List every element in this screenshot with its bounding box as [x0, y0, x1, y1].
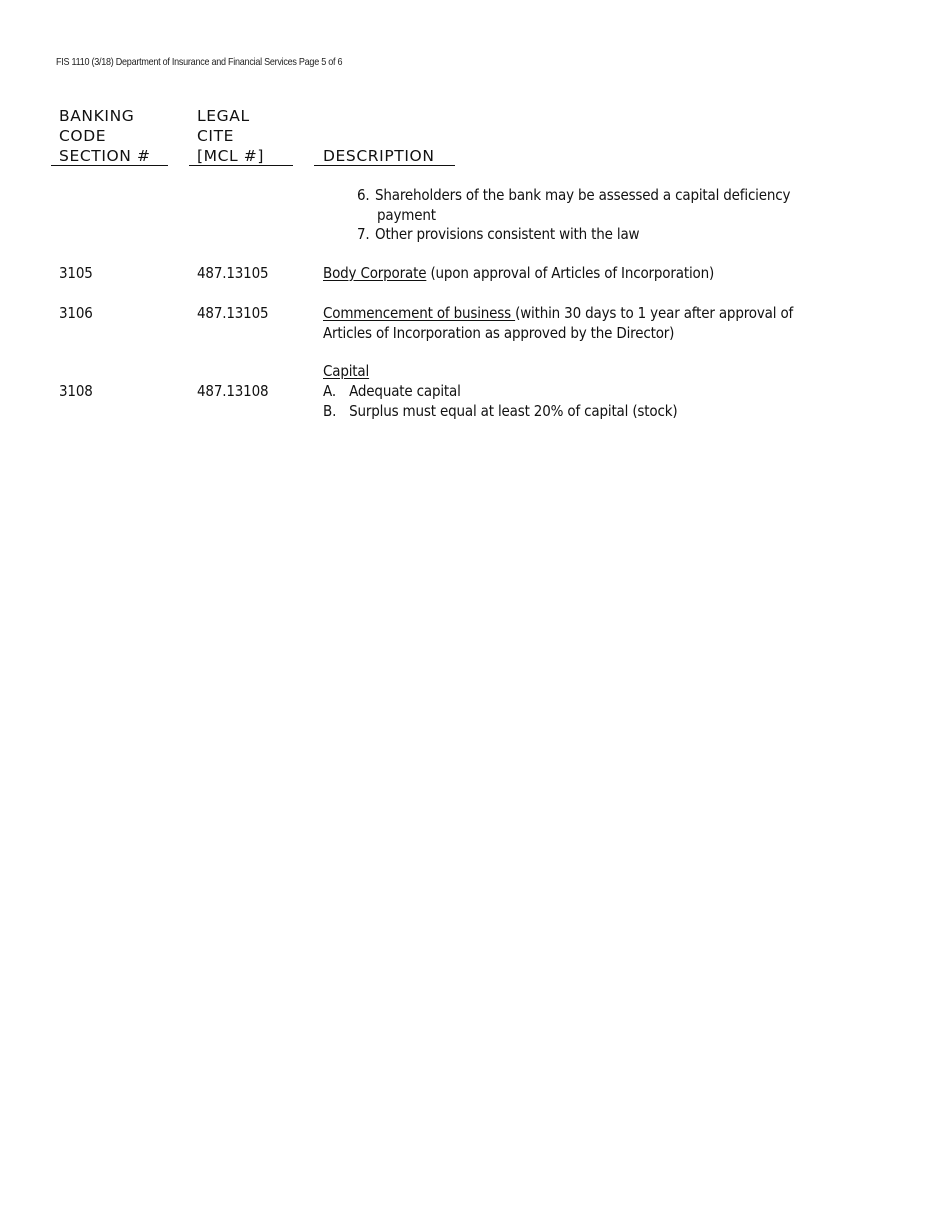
description-text: (upon approval of Articles of Incorporation)	[426, 264, 715, 282]
list-item	[323, 382, 461, 402]
description-title: Body Corporate	[323, 264, 427, 282]
section-number: 3105	[59, 264, 93, 282]
description	[323, 304, 793, 343]
list-item-number: 6.	[357, 186, 370, 204]
column-header-line: CODE	[59, 127, 107, 145]
list-item-number: 7.	[357, 225, 370, 243]
list-item-text: Other provisions consistent with the law	[375, 225, 640, 243]
list-item-label: A.	[323, 382, 336, 400]
legal-cite: 487.13105	[197, 264, 269, 282]
column-header-rule	[189, 165, 293, 166]
column-header-line: [MCL #]	[197, 147, 265, 165]
column-header-line: BANKING	[59, 107, 135, 125]
list-item	[357, 225, 639, 245]
list-item-continuation: payment	[377, 205, 436, 224]
description-title	[323, 362, 369, 382]
legal-cite: 487.13108	[197, 382, 269, 400]
column-header-legal-cite	[197, 106, 264, 166]
section-number: 3108	[59, 382, 93, 400]
column-header-line: SECTION #	[59, 147, 151, 165]
column-header-line: CITE	[197, 127, 235, 145]
legal-cite: 487.13105	[197, 304, 269, 322]
column-header-banking-code	[59, 106, 151, 166]
description	[323, 264, 714, 284]
form-header: FIS 1110 (3/18) Department of Insurance and Financial Services Page 5 of 6	[56, 56, 343, 68]
description-title-text: Capital	[323, 362, 370, 380]
description-title: Commencement of business	[323, 304, 516, 322]
list-item-text: Shareholders of the bank may be assessed a capital deficiency	[375, 186, 791, 204]
list-item-text: Surplus must equal at least 20% of capital (stock)	[349, 402, 678, 420]
list-item-text: Adequate capital	[349, 382, 461, 400]
section-number: 3106	[59, 304, 93, 322]
list-item-label: B.	[323, 402, 337, 420]
list-item	[323, 402, 677, 422]
description-text: Articles of Incorporation as approved by the Director)	[323, 323, 675, 342]
column-header-rule	[314, 165, 455, 166]
column-header-description	[323, 146, 435, 166]
column-header-line: DESCRIPTION	[323, 147, 435, 165]
list-item	[357, 186, 790, 206]
column-header-line: LEGAL	[197, 107, 250, 125]
description-text: (within 30 days to 1 year after approval of	[515, 304, 794, 322]
column-header-rule	[51, 165, 168, 166]
